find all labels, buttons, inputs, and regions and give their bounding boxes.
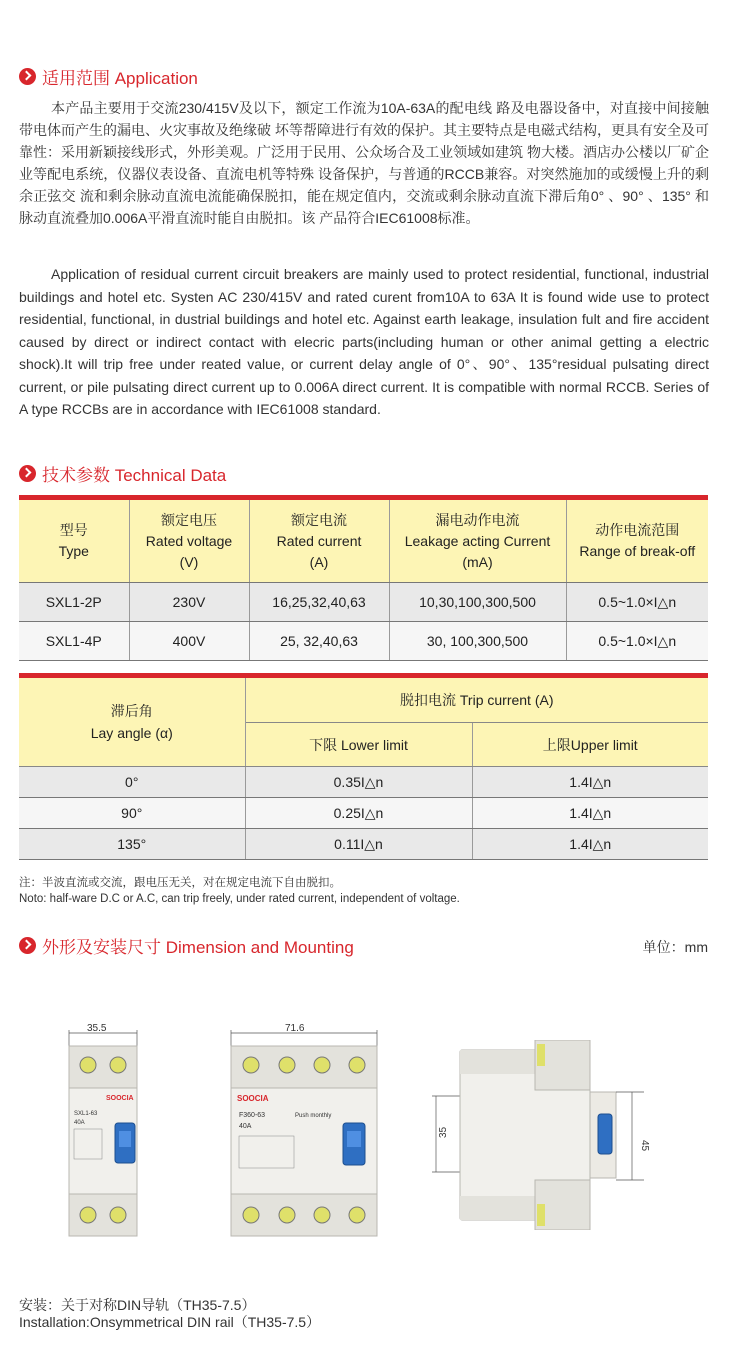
cell-voltage: 400V — [129, 622, 249, 661]
table-row — [19, 798, 708, 829]
technical-heading — [19, 461, 226, 485]
terminal-screw-icon — [279, 1207, 295, 1223]
technical-data-table — [19, 495, 708, 661]
cell-leakage: 10,30,100,300,500 — [389, 583, 566, 622]
terminal-screw-icon — [110, 1207, 126, 1223]
header-rated-current: 额定电流 Rated current (A) — [249, 498, 389, 583]
cell-upper: 1.4I△n — [472, 798, 708, 829]
height-rail-label: 35 — [438, 1126, 449, 1138]
width-4p-label: 71.6 — [285, 1023, 305, 1034]
terminal-screw-icon — [349, 1057, 365, 1073]
header-lay-angle: 滞后角 Lay angle (α) — [19, 676, 245, 767]
terminal-screw-icon — [243, 1207, 259, 1223]
cell-type: SXL1-2P — [19, 583, 129, 622]
technical-title: 技术参数 Technical Data — [42, 465, 227, 485]
chevron-right-icon — [19, 937, 36, 954]
install-en: Installation:Onsymmetrical DIN rail（TH35-7.5） — [19, 1314, 321, 1330]
cell-angle: 135° — [19, 829, 245, 860]
application-text-en: Application of residual current circuit breakers are mainly used to protect residential, functional, industrial buildings and hotel etc. Systen AC 230/415V and rated curent from10A to 63A It is found wide use to protect residential, functional, in dustrial buildings and hotel etc. Against earth leakage, insulation fult and fire accident caused by direct or indirect contact with elecric parts(including human or other animal getting a electric shock).It will trip free under reated value, or current delay angle of 0°、90°、135°residual pulsating direct current, or pile pulsating direct current up to 0.006A direct current. It is compatible with normal RCCB. Series of A type RCCBs are in accordance with IEC61008 standard. — [19, 266, 709, 417]
install-cn: 安装：关于对称DIN导轨（TH35-7.5） — [19, 1297, 256, 1313]
cell-angle: 90° — [19, 798, 245, 829]
trip-current-table — [19, 673, 708, 860]
note-en: Noto: half-ware D.C or A.C, can trip freely, under rated current, independent of voltage. — [19, 893, 460, 905]
terminal-screw-icon — [80, 1057, 96, 1073]
application-title: 适用范围 Application — [42, 68, 198, 88]
height-side-label: 45 — [639, 1140, 650, 1152]
header-upper-limit: 上限Upper limit — [472, 723, 708, 767]
cell-current: 25, 32,40,63 — [249, 622, 389, 661]
cell-range: 0.5~1.0×I△n — [566, 622, 708, 661]
application-heading — [19, 64, 198, 88]
terminal-screw-icon — [110, 1057, 126, 1073]
brand-label: SOOCIA — [237, 1094, 269, 1103]
width-2p-label: 35.5 — [87, 1023, 107, 1034]
terminal-screw-icon — [349, 1207, 365, 1223]
terminal-screw-icon — [243, 1057, 259, 1073]
cell-range: 0.5~1.0×I△n — [566, 583, 708, 622]
terminal-screw-icon — [279, 1057, 295, 1073]
table-row — [19, 583, 708, 622]
model-2p-label: SXL1-63 — [74, 1111, 98, 1117]
cell-lower: 0.11I△n — [245, 829, 472, 860]
cell-upper: 1.4I△n — [472, 767, 708, 798]
breaker-2p-front-drawing — [60, 1018, 150, 1238]
header-type: 型号 Type — [19, 498, 129, 583]
application-text-cn: 本产品主要用于交流230/415V及以下，额定工作流为10A-63A的配电线 路及电器设备中，对直接中间接触带电体而产生的漏电、火灾事故及绝缘破 坏等帮障进行有效的保护。其主要特点是电磁式结构，更具有安全及可靠性：采用新颖接线形式，外形美观。广泛用于民用、公众场合及工业领域如建筑 物大楼。酒店办公楼以厂矿企业等配电系统，仪器仪表设备、直流电机等特殊 设备保护，与普通的RCCB兼容。对突然施加的或缓慢上升的剩余正弦交 流和剩余脉动直流电流能确保脱扣，能在规定值内，交流或剩余脉动直流下滞后角0° 、90° 、135° 和脉动直流叠加0.006A平滑直流时能自由脱扣。该 产品符合IEC61008标准。 — [19, 100, 709, 226]
cell-leakage: 30, 100,300,500 — [389, 622, 566, 661]
breaker-4p-front-drawing — [225, 1018, 390, 1238]
terminal-screw-icon — [314, 1057, 330, 1073]
model-4p-label: F360-63 — [239, 1112, 266, 1119]
cell-lower: 0.35I△n — [245, 767, 472, 798]
breaker-side-drawing — [432, 1040, 652, 1230]
table-row — [19, 622, 708, 661]
brand-label: SOOCIA — [106, 1095, 134, 1102]
toggle-lever-icon — [598, 1114, 612, 1154]
terminal-screw-icon — [314, 1207, 330, 1223]
table-row — [19, 767, 708, 798]
header-trip-current: 脱扣电流 Trip current (A) — [245, 676, 708, 723]
cell-current: 16,25,32,40,63 — [249, 583, 389, 622]
terminal-screw-icon — [80, 1207, 96, 1223]
cell-lower: 0.25I△n — [245, 798, 472, 829]
header-leakage-current: 漏电动作电流 Leakage acting Current (mA) — [389, 498, 566, 583]
rating-4p-label: 40A — [239, 1123, 252, 1130]
cell-voltage: 230V — [129, 583, 249, 622]
dimension-heading — [19, 933, 354, 957]
note-cn: 注：半波直流或交流，跟电压无关，对在规定电流下自由脱扣。 — [19, 877, 341, 889]
cell-type: SXL1-4P — [19, 622, 129, 661]
header-rated-voltage: 额定电压 Rated voltage (V) — [129, 498, 249, 583]
unit-label: 单位：mm — [642, 939, 708, 955]
cell-upper: 1.4I△n — [472, 829, 708, 860]
dimension-title: 外形及安装尺寸 Dimension and Mounting — [42, 937, 354, 957]
cell-angle: 0° — [19, 767, 245, 798]
header-lower-limit: 下限 Lower limit — [245, 723, 472, 767]
table-row — [19, 829, 708, 860]
chevron-right-icon — [19, 68, 36, 85]
push-label: Push monthly — [295, 1113, 332, 1119]
chevron-right-icon — [19, 465, 36, 482]
header-break-off-range: 动作电流范围 Range of break-off — [566, 498, 708, 583]
rating-2p-label: 40A — [74, 1120, 85, 1126]
